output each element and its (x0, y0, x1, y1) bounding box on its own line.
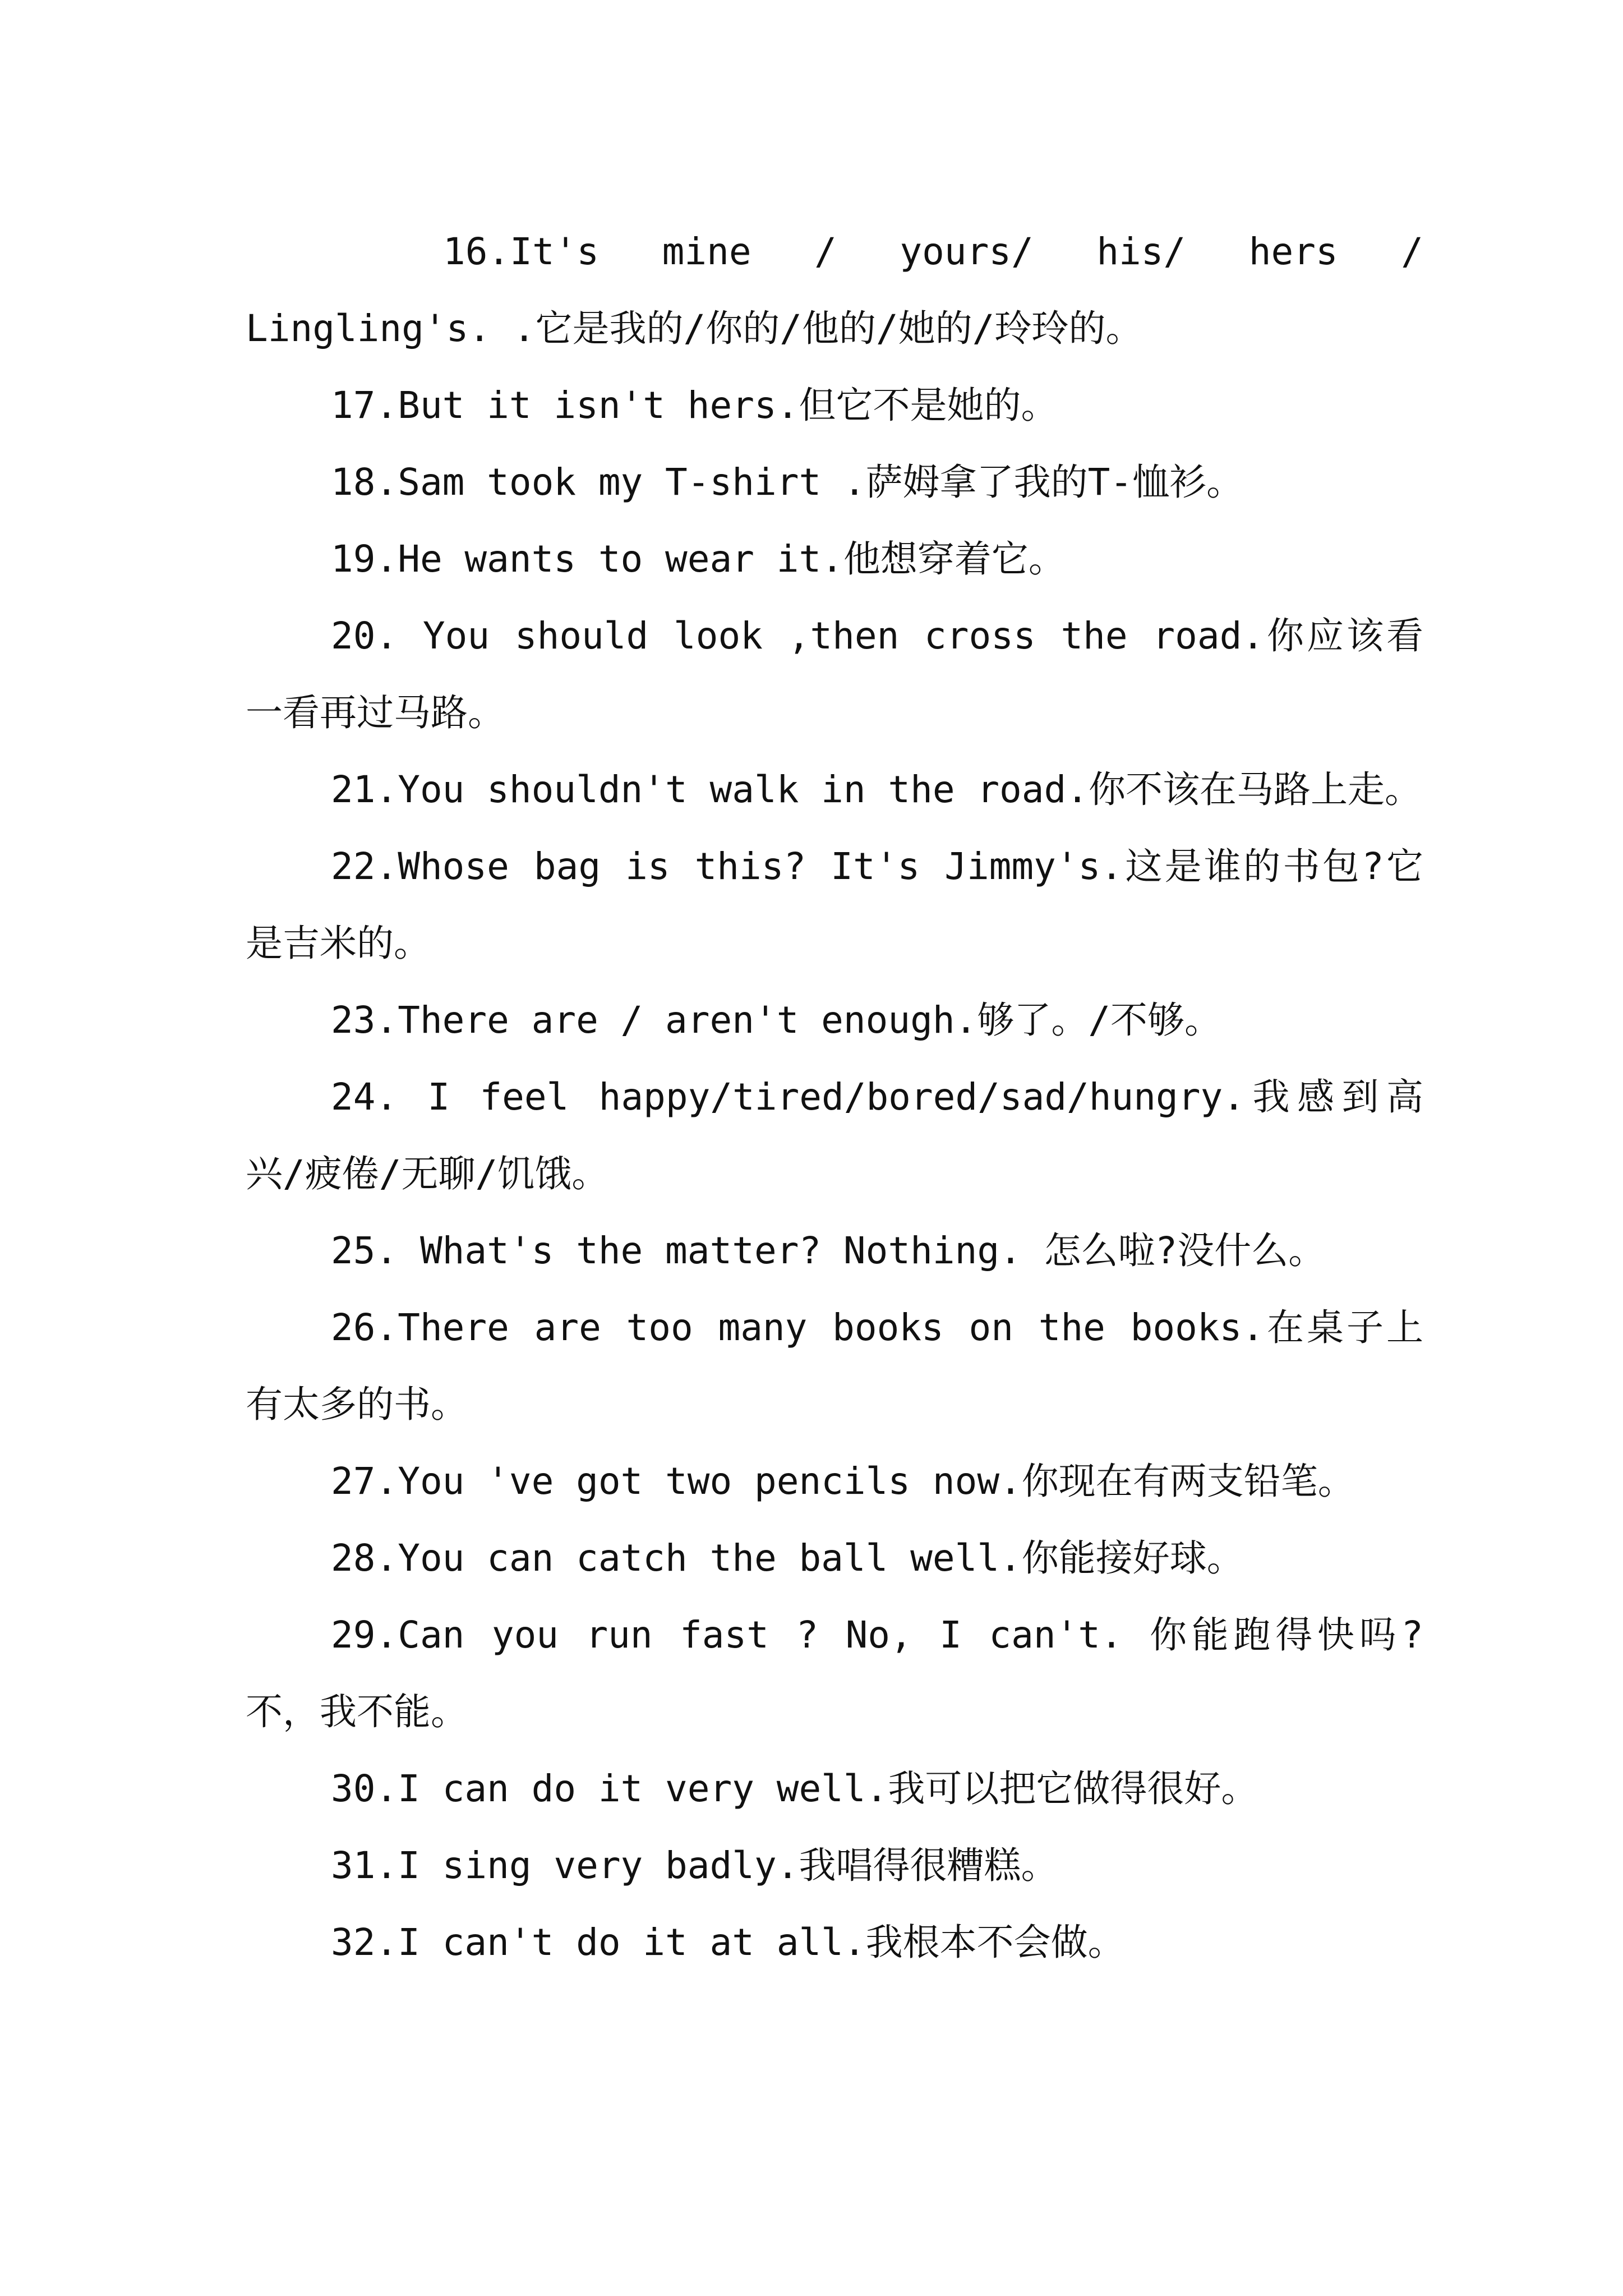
sentence-20: 20. You should look ,then cross the road.你应该看一看再过马路。 (246, 614, 1423, 734)
sentence-31: 31.I sing very badly.我唱得很糟糕。 (331, 1844, 1058, 1887)
document-body (246, 213, 1423, 1981)
sentence-28: 28.You can catch the ball well.你能接好球。 (331, 1536, 1244, 1580)
sentence-30: 30.I can do it very well.我可以把它做得很好。 (331, 1767, 1258, 1810)
sentence-23: 23.There are / aren't enough.够了。/不够。 (331, 999, 1222, 1042)
sentence-29: 29.Can you run fast ? No, I can't. 你能跑得快吗?不，我不能。 (246, 1613, 1423, 1733)
sentence-24: 24. I feel happy/tired/bored/sad/hungry.我感到高兴/疲倦/无聊/饥饿。 (246, 1075, 1423, 1195)
sentence-21: 21.You shouldn't walk in the road.你不该在马路上走。 (331, 768, 1422, 811)
sentence-27: 27.You 've got two pencils now.你现在有两支铅笔。 (331, 1460, 1355, 1503)
sentence-26: 26.There are too many books on the books.在桌子上有太多的书。 (246, 1306, 1423, 1426)
sentence-16: 16.It's mine / yours/ his/ hers / Lingling's. .它是我的/你的/他的/她的/玲玲的。 (246, 230, 1423, 350)
sentence-25: 25. What's the matter? Nothing. 怎么啦?没什么。 (331, 1229, 1326, 1272)
sentence-32: 32.I can't do it at all.我根本不会做。 (331, 1921, 1125, 1964)
sentence-19: 19.He wants to wear it.他想穿着它。 (331, 537, 1066, 581)
sentence-22: 22.Whose bag is this? It's Jimmy's.这是谁的书包?它是吉米的。 (246, 845, 1423, 965)
sentence-18: 18.Sam took my T-shirt .萨姆拿了我的T-恤衫。 (331, 461, 1244, 504)
sentence-17: 17.But it isn't hers.但它不是她的。 (331, 384, 1058, 427)
